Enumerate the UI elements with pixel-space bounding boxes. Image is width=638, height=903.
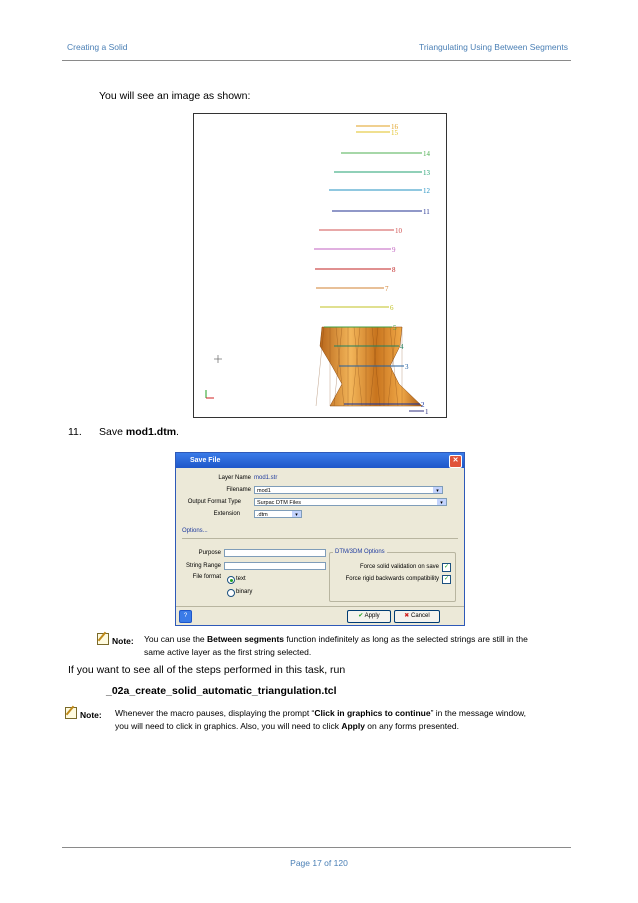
step-number: 11. (68, 426, 82, 438)
figure-canvas (194, 114, 446, 417)
note2 (65, 707, 102, 722)
segment-label-16: 16 (391, 123, 398, 131)
check-icon: ✔ (358, 613, 365, 619)
segment-label-7: 7 (385, 285, 389, 293)
note2-label: Note: (80, 710, 102, 720)
purpose-input[interactable] (224, 549, 326, 557)
triangulation-figure (193, 113, 447, 418)
divider (182, 538, 458, 539)
header-left: Creating a Solid (67, 42, 128, 52)
save-file-dialog (175, 452, 465, 626)
purpose-label: Purpose (198, 550, 221, 556)
segment-label-8: 8 (392, 266, 396, 274)
help-button[interactable]: ? (179, 610, 192, 623)
pencil-icon (97, 633, 109, 645)
dialog-titlebar (176, 453, 464, 468)
force-validation-label: Force solid validation on save (359, 564, 439, 570)
segment-label-3: 3 (405, 363, 409, 371)
segment-label-6: 6 (390, 304, 394, 312)
options-label[interactable]: Options... (182, 528, 208, 534)
dtm-options-title: DTM/3DM Options (335, 549, 385, 555)
header-right: Triangulating Using Between Segments (419, 42, 568, 52)
segment-label-2: 2 (421, 401, 425, 409)
cancel-button[interactable]: ✖ Cancel (394, 610, 440, 623)
segment-label-9: 9 (392, 246, 396, 254)
cross-icon: ✖ (404, 613, 411, 619)
macro-name: _02a_create_solid_automatic_triangulation.tcl (106, 685, 337, 697)
force-backwards-label: Force rigid backwards compatibility (345, 576, 439, 582)
chevron-down-icon[interactable]: ▾ (433, 487, 442, 493)
extension-select[interactable]: .dtm ▾ (254, 510, 302, 518)
dialog-title: Save File (190, 457, 221, 464)
note1-label: Note: (112, 636, 134, 646)
solid-facet-line (316, 327, 324, 406)
apply-button[interactable]: ✔ Apply (347, 610, 391, 623)
footer-rule (62, 847, 571, 848)
segment-label-4: 4 (400, 343, 404, 351)
segment-label-15: 15 (391, 129, 398, 137)
run-line: If you want to see all of the steps performed in this task, run (68, 664, 346, 676)
segment-label-12: 12 (423, 187, 430, 195)
pencil-icon (65, 707, 77, 719)
segment-label-13: 13 (423, 169, 430, 177)
segment-label-5: 5 (393, 324, 397, 332)
note1-text: You can use the Between segments function indefinitely as long as the selected strings are still in the same active layer as the first string selected. (144, 634, 528, 657)
radio-binary[interactable] (227, 589, 235, 597)
radio-binary-label: binary (236, 589, 253, 595)
chevron-down-icon[interactable]: ▾ (292, 511, 301, 517)
string-range-input[interactable] (224, 562, 326, 570)
filename-input[interactable]: mod1 ▾ (254, 486, 443, 494)
radio-text[interactable] (227, 576, 235, 584)
segment-label-1: 1 (425, 408, 429, 416)
extension-label: Extension (213, 511, 240, 517)
layer-name-label: Layer Name (218, 475, 251, 481)
note1 (97, 633, 134, 648)
note2-text: Whenever the macro pauses, displaying the prompt “Click in graphics to continue” in the message window, you will need to click in graphics. Also, you will need to click Apply on any forms presented. (115, 708, 527, 731)
file-format-label: File format (192, 574, 221, 580)
force-backwards-checkbox[interactable]: ✓ (443, 576, 450, 582)
force-validation-checkbox[interactable]: ✓ (443, 564, 450, 570)
page-footer: Page 17 of 120 (290, 858, 348, 868)
filename-label: Filename (226, 487, 251, 493)
radio-text-label: text (236, 576, 246, 582)
header-rule (62, 60, 571, 61)
step-text: Save mod1.dtm. (99, 426, 179, 438)
segment-label-11: 11 (423, 208, 430, 216)
intro-text: You will see an image as shown: (99, 90, 251, 102)
output-type-select[interactable]: Surpac DTM Files ▾ (254, 498, 447, 506)
footer-divider (176, 606, 464, 607)
chevron-down-icon[interactable]: ▾ (437, 499, 446, 505)
segment-label-14: 14 (423, 150, 430, 158)
string-range-label: String Range (185, 563, 221, 569)
layer-name-value: mod1.str (254, 475, 278, 481)
segment-label-10: 10 (395, 227, 402, 235)
output-type-label: Output Format Type (187, 499, 241, 505)
close-icon[interactable]: ✕ (449, 455, 462, 468)
